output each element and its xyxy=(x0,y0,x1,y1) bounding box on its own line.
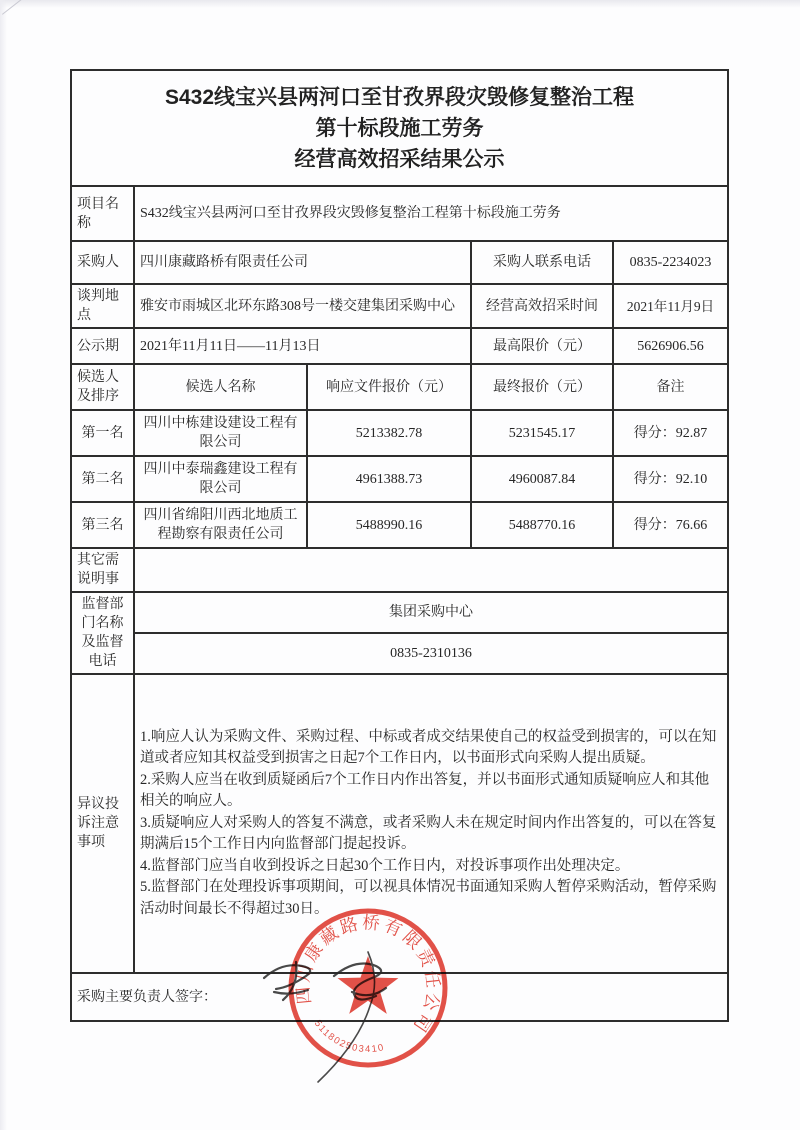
objection-label: 异议投诉注意事项 xyxy=(71,674,134,973)
objection-item-4: 4.监督部门应当自收到投诉之日起30个工作日内，对投诉事项作出处理决定。 xyxy=(140,857,630,874)
stamp-company-name: 四川康藏路桥有限责任公司 xyxy=(292,912,444,1038)
purchaser-tel-value: 0835-2234023 xyxy=(613,241,728,284)
candidate-3-rank: 第三名 xyxy=(71,502,134,548)
project-name-row xyxy=(71,186,728,241)
document-title xyxy=(71,70,728,186)
candidate-1-name: 四川中栋建设建设工程有限公司 xyxy=(134,410,307,456)
objection-item-5: 5.监督部门在处理投诉事项期间，可以视具体情况书面通知采购人暂停采购活动，暂停采购活动时间最长不得超过30日。 xyxy=(140,879,717,917)
purchaser-row xyxy=(71,241,728,284)
other-note-value xyxy=(134,548,728,592)
candidates-header-row xyxy=(71,364,728,410)
purchaser-value: 四川康藏路桥有限责任公司 xyxy=(134,241,471,284)
col-header-bid: 响应文件报价（元） xyxy=(307,364,471,410)
venue-value: 雅安市雨城区北环东路308号一楼交建集团采购中心 xyxy=(134,284,471,328)
other-note-row xyxy=(71,548,728,592)
candidate-3-final: 5488770.16 xyxy=(471,502,613,548)
stamp-registration-number: 511802503410 xyxy=(311,1018,386,1056)
result-announcement-table xyxy=(70,69,729,1022)
supervision-row-2 xyxy=(71,633,728,674)
purchaser-tel-label: 采购人联系电话 xyxy=(471,241,613,284)
title-line-1: S432线宝兴县两河口至甘孜界段灾毁修复整治工程 xyxy=(164,85,635,109)
candidate-2-name: 四川中泰瑞鑫建设工程有限公司 xyxy=(134,456,307,502)
scan-edge-left xyxy=(0,0,7,1130)
title-line-2: 第十标段施工劳务 xyxy=(315,116,484,140)
objection-item-1: 1.响应人认为采购文件、采购过程、中标或者成交结果使自己的权益受到损害的，可以在知道或者应知其权益受到损害之日起7个工作日内，以书面形式向采购人提出质疑。 xyxy=(140,728,717,767)
col-header-note: 备注 xyxy=(613,364,728,410)
objection-item-3: 3.质疑响应人对采购人的答复不满意，或者采购人未在规定时间内作出答复的，可以在答复期满后15个工作日内向监督部门提起投诉。 xyxy=(140,814,717,853)
supervision-row-1 xyxy=(71,592,728,633)
supervision-phone: 0835-2310136 xyxy=(134,633,728,674)
project-name-label: 项目名称 xyxy=(71,186,134,241)
title-row xyxy=(71,70,728,186)
candidate-1-note: 得分：92.87 xyxy=(613,410,728,456)
candidate-3-bid: 5488990.16 xyxy=(307,502,471,548)
project-name-value: S432线宝兴县两河口至甘孜界段灾毁修复整治工程第十标段施工劳务 xyxy=(134,186,728,241)
svg-text:511802503410 xyxy=(307,1016,389,1064)
signature-row xyxy=(71,973,728,1021)
candidate-row-1 xyxy=(71,410,728,456)
candidate-1-rank: 第一名 xyxy=(71,410,134,456)
publicity-row xyxy=(71,328,728,364)
candidate-3-name: 四川省绵阳川西北地质工程勘察有限责任公司 xyxy=(134,502,307,548)
candidate-row-2 xyxy=(71,456,728,502)
candidate-row-3 xyxy=(71,502,728,548)
candidate-1-final: 5231545.17 xyxy=(471,410,613,456)
purchaser-label: 采购人 xyxy=(71,241,134,284)
scan-edge-top xyxy=(0,0,800,8)
objection-content xyxy=(134,674,728,973)
procure-time-label: 经营高效招采时间 xyxy=(471,284,613,328)
publicity-label: 公示期 xyxy=(71,328,134,364)
venue-row xyxy=(71,284,728,328)
supervision-name: 集团采购中心 xyxy=(134,592,728,633)
candidate-2-note: 得分：92.10 xyxy=(613,456,728,502)
objection-row xyxy=(71,674,728,973)
candidate-2-rank: 第二名 xyxy=(71,456,134,502)
candidate-3-note: 得分：76.66 xyxy=(613,502,728,548)
supervision-label: 监督部门名称及监督电话 xyxy=(71,592,134,674)
col-header-name: 候选人名称 xyxy=(134,364,307,410)
candidate-2-final: 4960087.84 xyxy=(471,456,613,502)
col-header-final: 最终报价（元） xyxy=(471,364,613,410)
title-line-3: 经营高效招采结果公示 xyxy=(294,147,505,171)
col-header-rank: 候选人及排序 xyxy=(71,364,134,410)
signature-label: 采购主要负责人签字： xyxy=(71,973,728,1021)
max-price-value: 5626906.56 xyxy=(613,328,728,364)
venue-label: 谈判地点 xyxy=(71,284,134,328)
publicity-value: 2021年11月11日——11月13日 xyxy=(134,328,471,364)
max-price-label: 最高限价（元） xyxy=(471,328,613,364)
procure-time-value: 2021年11月9日 xyxy=(613,284,728,328)
other-note-label: 其它需说明事 xyxy=(71,548,134,592)
candidate-2-bid: 4961388.73 xyxy=(307,456,471,502)
candidate-1-bid: 5213382.78 xyxy=(307,410,471,456)
objection-item-2: 2.采购人应当在收到质疑函后7个工作日内作出答复，并以书面形式通知质疑响应人和其他相关的响应人。 xyxy=(140,771,710,810)
